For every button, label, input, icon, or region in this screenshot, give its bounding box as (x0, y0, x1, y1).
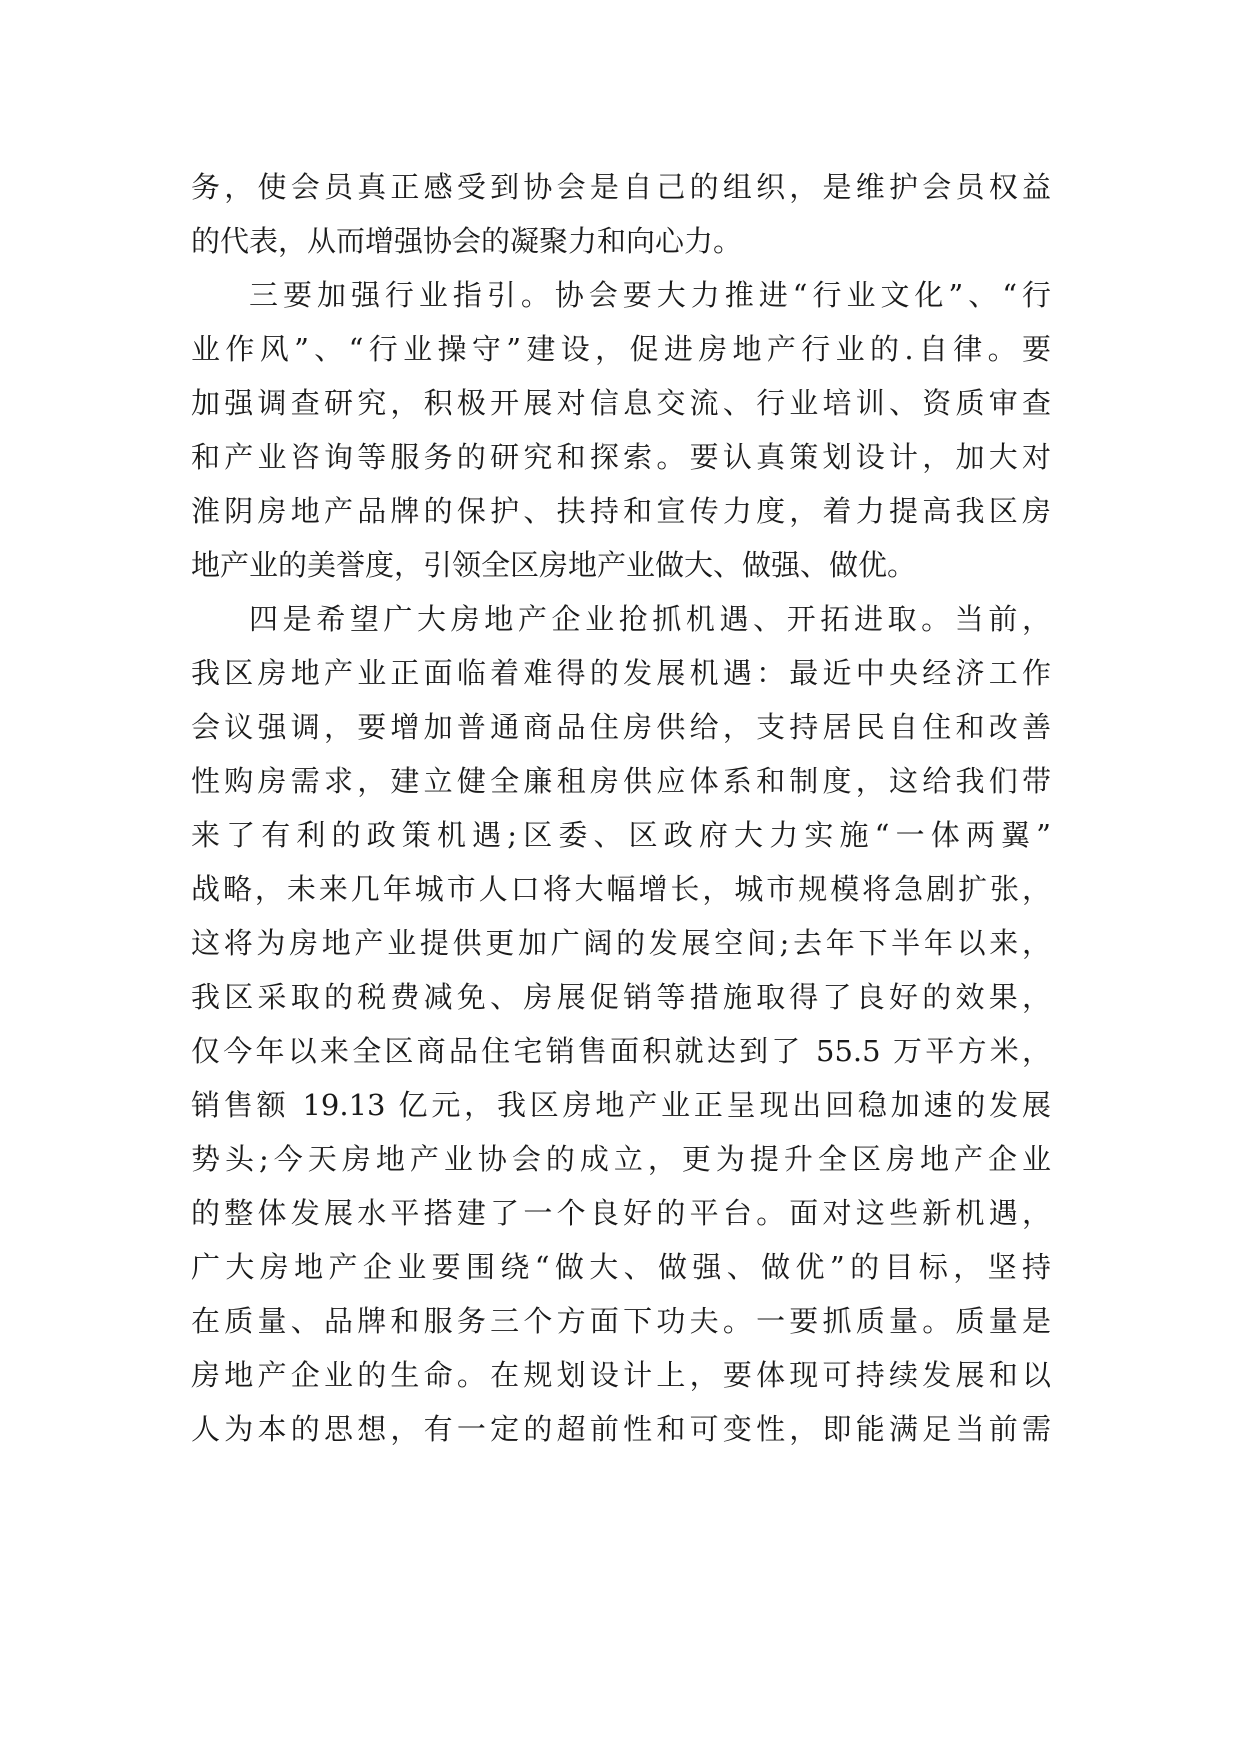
document-body (191, 160, 1051, 1456)
text-line: 势头;今天房地产业协会的成立，更为提升全区房地产企业 (191, 1142, 1051, 1176)
text-line: 这将为房地产业提供更加广阔的发展空间;去年下半年以来， (191, 926, 1051, 960)
text-line: 三要加强行业指引。协会要大力推进“行业文化”、“行 (249, 278, 1051, 312)
text-line: 战略，未来几年城市人口将大幅增长，城市规模将急剧扩张， (191, 872, 1051, 906)
text-line: 务，使会员真正感受到协会是自己的组织，是维护会员权益 (191, 170, 1051, 204)
text-line: 我区房地产业正面临着难得的发展机遇：最近中央经济工作 (191, 656, 1051, 690)
text-line: 地产业的美誉度，引领全区房地产业做大、做强、做优。 (191, 548, 917, 582)
text-line: 来了有利的政策机遇;区委、区政府大力实施“一体两翼” (191, 818, 1051, 852)
text-line: 房地产企业的生命。在规划设计上，要体现可持续发展和以 (191, 1358, 1051, 1392)
text-line: 和产业咨询等服务的研究和探索。要认真策划设计，加大对 (191, 440, 1051, 474)
text-line: 仅今年以来全区商品住宅销售面积就达到了 55.5 万平方米， (191, 1034, 1051, 1068)
text-line: 性购房需求，建立健全廉租房供应体系和制度，这给我们带 (191, 764, 1051, 798)
text-line: 人为本的思想，有一定的超前性和可变性，即能满足当前需 (191, 1412, 1051, 1446)
text-line: 销售额 19.13 亿元，我区房地产业正呈现出回稳加速的发展 (191, 1088, 1051, 1122)
text-line: 淮阴房地产品牌的保护、扶持和宣传力度，着力提高我区房 (191, 494, 1051, 528)
text-line: 在质量、品牌和服务三个方面下功夫。一要抓质量。质量是 (191, 1304, 1051, 1338)
text-line: 业作风”、“行业操守”建设，促进房地产行业的.自律。要 (191, 332, 1051, 366)
text-line: 会议强调，要增加普通商品住房供给，支持居民自住和改善 (191, 710, 1051, 744)
text-line: 的整体发展水平搭建了一个良好的平台。面对这些新机遇， (191, 1196, 1051, 1230)
text-line: 广大房地产企业要围绕“做大、做强、做优”的目标，坚持 (191, 1250, 1051, 1284)
text-line: 的代表，从而增强协会的凝聚力和向心力。 (191, 224, 743, 258)
text-line: 四是希望广大房地产企业抢抓机遇、开拓进取。当前， (249, 602, 1051, 636)
text-line: 加强调查研究，积极开展对信息交流、行业培训、资质审查 (191, 386, 1051, 420)
text-line: 我区采取的税费减免、房展促销等措施取得了良好的效果， (191, 980, 1051, 1014)
